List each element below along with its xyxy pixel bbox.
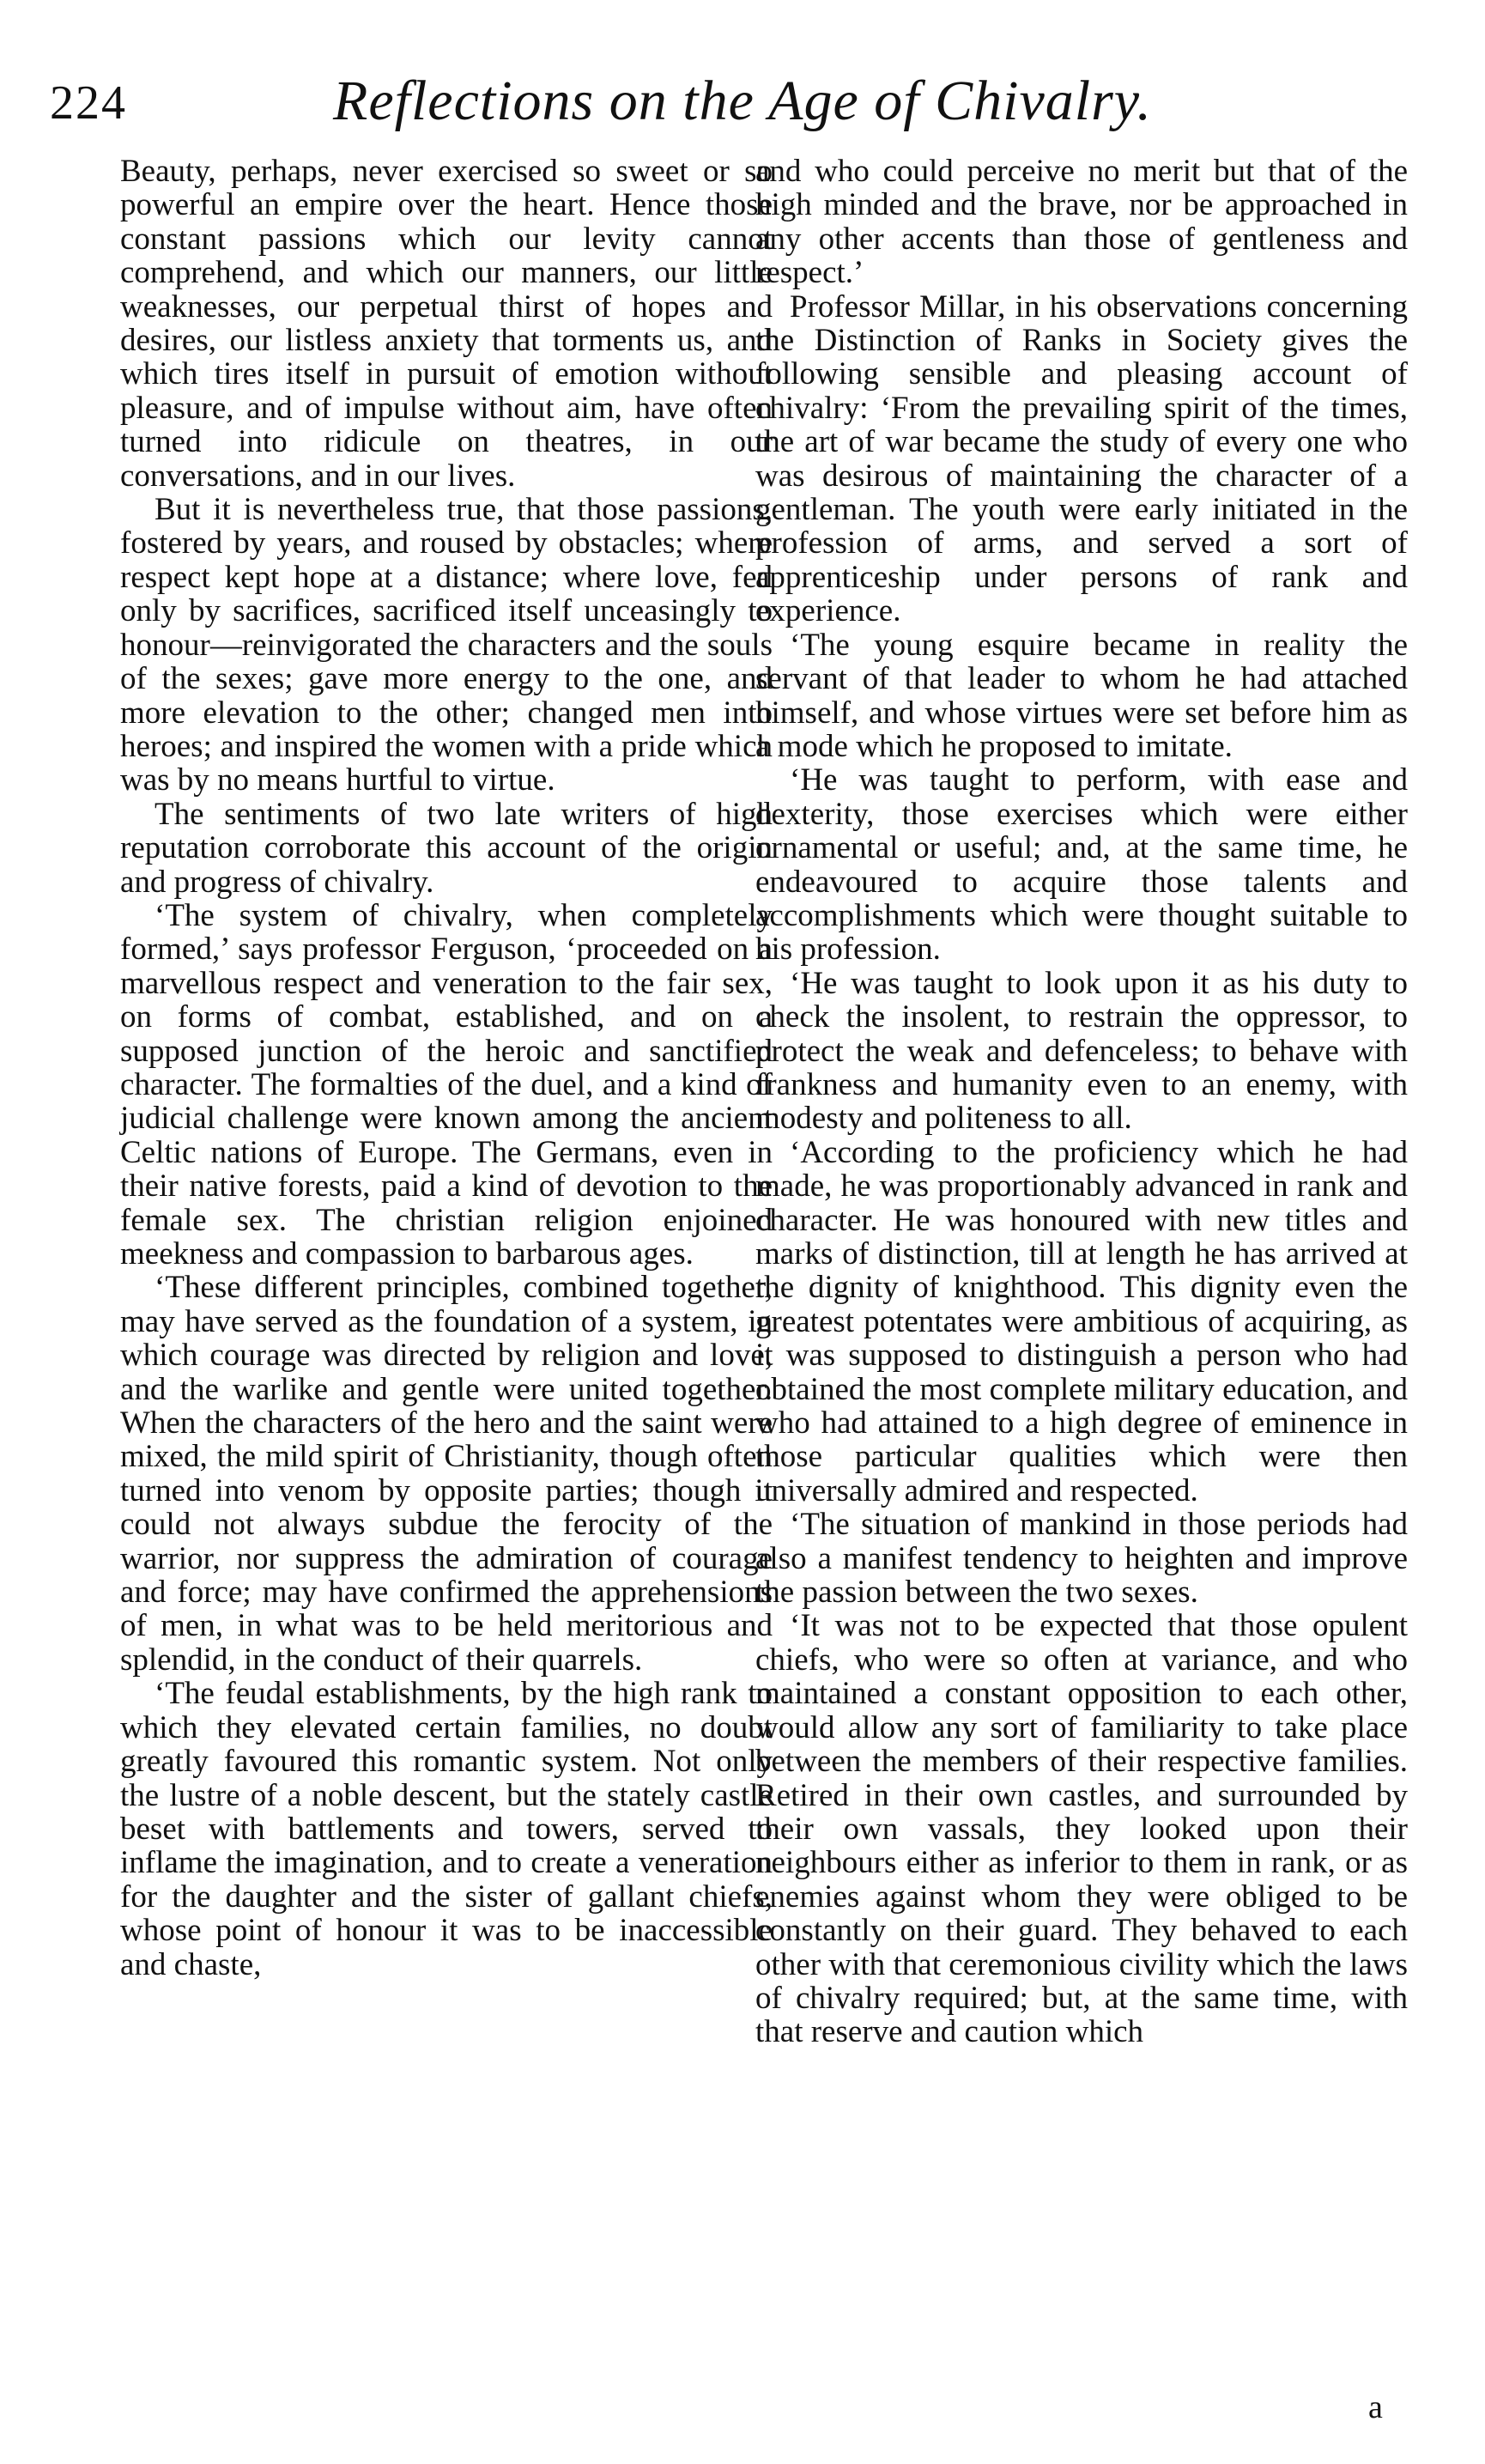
- paragraph: ‘The situation of mankind in those periods had also a manifest tendency to heighten and improve the passion between the two sexes.: [755, 1507, 1408, 1611]
- paragraph: The sentiments of two late writers of high reputation corroborate this account of the origin and progress of chivalry.: [120, 796, 773, 900]
- paragraph: ‘The young esquire became in reality the servant of that leader to whom he had attached himself, and whose virtues were set before him as a mode which he proposed to imitate.: [755, 627, 1408, 764]
- paragraph: and who could perceive no merit but that of the high minded and the brave, nor be approached in any other accents than those of gentleness and respect.’: [755, 154, 1408, 291]
- paragraph: But it is nevertheless true, that those passions, fostered by years, and roused by obstacles; where respect kept hope at a distance; where love, fed only by sacrifices, sacrificed itself unceasingly to honour—reinvigorated the characters and the souls of the sexes; gave more energy to the one, and more elevation to the other; changed men into heroes; and inspired the women with a pride which was by no means hurtful to virtue.: [120, 492, 773, 798]
- page-number: 224: [50, 76, 127, 130]
- running-title: Reflections on the Age of Chivalry.: [333, 70, 1152, 132]
- paragraph: ‘He was taught to perform, with ease and dexterity, those exercises which were either ornamental or useful; and, at the same time, he endeavoured to acquire those talents and accomplishments which were thought suitable to his profession.: [755, 762, 1408, 968]
- paragraph: Professor Millar, in his observations concerning the Distinction of Ranks in Society gives the following sensible and pleasing account of chivalry: ‘From the prevailing spirit of the times, the art of war became the study of every one who was desirous of maintaining the character of a gentleman. The youth were early initiated in the profession of arms, and served a sort of apprenticeship under persons of rank and experience.: [755, 288, 1408, 629]
- paragraph: ‘These different principles, combined together, may have served as the foundation of a system, in which courage was directed by religion and love, and the warlike and gentle were united together. When the characters of the hero and the saint were mixed, the mild spirit of Christianity, though often turned into venom by opposite parties; though it could not always subdue the ferocity of the warrior, nor suppress the admiration of courage and force; may have confirmed the apprehensions of men, in what was to be held meritorious and splendid, in the conduct of their quarrels.: [120, 1270, 773, 1678]
- catchword: a: [1368, 2389, 1383, 2425]
- paragraph: ‘According to the proficiency which he had made, he was proportionably advanced in rank and character. He was honoured with new titles and marks of distinction, till at length he has arrived at the dignity of knighthood. This dignity even the greatest potentates were ambitious of acquiring, as it was supposed to distinguish a person who had obtained the most complete military education, and who had attained to a high degree of eminence in those particular qualities which were then universally admired and respected.: [755, 1134, 1408, 1508]
- paragraph: ‘The system of chivalry, when completely formed,’ says professor Ferguson, ‘proceeded on a marvellous respect and veneration to the fair sex, on forms of combat, established, and on a supposed junction of the heroic and sanctified character. The formalties of the duel, and a kind of judicial challenge were known among the ancient Celtic nations of Europe. The Germans, even in their native forests, paid a kind of devotion to the female sex. The christian religion enjoined meekness and compassion to barbarous ages.: [120, 897, 773, 1271]
- right-column: [755, 155, 1408, 2049]
- left-column: [120, 155, 773, 1982]
- paragraph: Beauty, perhaps, never exercised so sweet or so powerful an empire over the heart. Hence those constant passions which our levity cannot comprehend, and which our manners, our little weaknesses, our perpetual thirst of hopes and desires, our listless anxiety that torments us, and which tires itself in pursuit of emotion without pleasure, and of impulse without aim, have often turned into ridicule on theatres, in our conversations, and in our lives.: [120, 154, 773, 494]
- page-header: [0, 52, 1485, 155]
- paragraph: ‘The feudal establishments, by the high rank to which they elevated certain families, no doubt greatly favoured this romantic system. Not only the lustre of a noble descent, but the stately castle beset with battlements and towers, served to inflame the imagination, and to create a veneration for the daughter and the sister of gallant chiefs, whose point of honour it was to be inaccessible and chaste,: [120, 1676, 773, 1982]
- paragraph: ‘He was taught to look upon it as his duty to check the insolent, to restrain the oppressor, to protect the weak and defenceless; to behave with frankness and humanity even to an enemy, with modesty and politeness to all.: [755, 965, 1408, 1137]
- paragraph: ‘It was not to be expected that those opulent chiefs, who were so often at variance, and who maintained a constant opposition to each other, would allow any sort of familiarity to take place between the members of their respective families. Retired in their own castles, and surrounded by their own vassals, they looked upon their neighbours either as inferior to them in rank, or as enemies against whom they were obliged to be constantly on their guard. They behaved to each other with that ceremonious civility which the laws of chivalry required; but, at the same time, with that reserve and caution which: [755, 1608, 1408, 2050]
